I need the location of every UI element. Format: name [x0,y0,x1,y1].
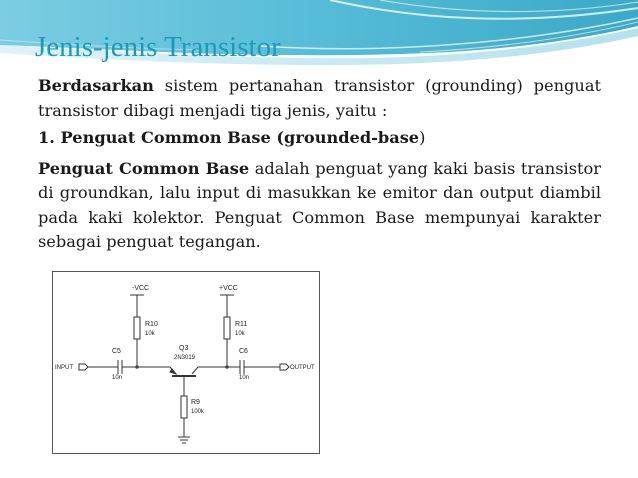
description-text: adalah penguat yang kaki basis transistor di groundkan, lalu input di masukkan ke emitor dan output diambil pada kaki kolektor. Penguat Common Base mempunyai karakter sebagai penguat tegangan. [38,158,601,251]
r10-value: 10k [145,331,155,337]
description-paragraph [38,157,601,255]
vcc-left-label: -VCC [132,285,150,292]
r9-label: R9 [191,399,200,406]
r11-label: R11 [235,321,248,328]
slide-body [38,74,601,255]
c5-value: 10n [112,375,123,381]
c5-label: C5 [112,348,121,355]
slide-title: Jenis-jenis Transistor [35,31,281,63]
input-label: INPUT [55,365,73,371]
q3-part: 2N3019 [174,355,196,361]
common-base-circuit-diagram [52,271,320,454]
section-heading [38,126,601,151]
r10-label: R10 [145,321,158,328]
c6-value: 10n [239,375,250,381]
vcc-right-label: +VCC [219,285,238,292]
intro-text: sistem pertanahan transistor (grounding) penguat transistor dibagi menjadi tiga jenis, yaitu : [38,76,601,120]
section-heading-text: 1. Penguat Common Base (grounded-base [38,128,420,147]
intro-paragraph [38,74,601,123]
r9-value: 100k [191,409,205,415]
output-label: OUTPUT [290,365,315,371]
r11-value: 10k [235,331,245,337]
intro-lead: Berdasarkan [38,76,154,95]
q3-label: Q3 [179,345,189,352]
c6-label: C6 [239,348,248,355]
description-lead: Penguat Common Base [38,158,250,178]
section-heading-close: ) [419,128,426,147]
